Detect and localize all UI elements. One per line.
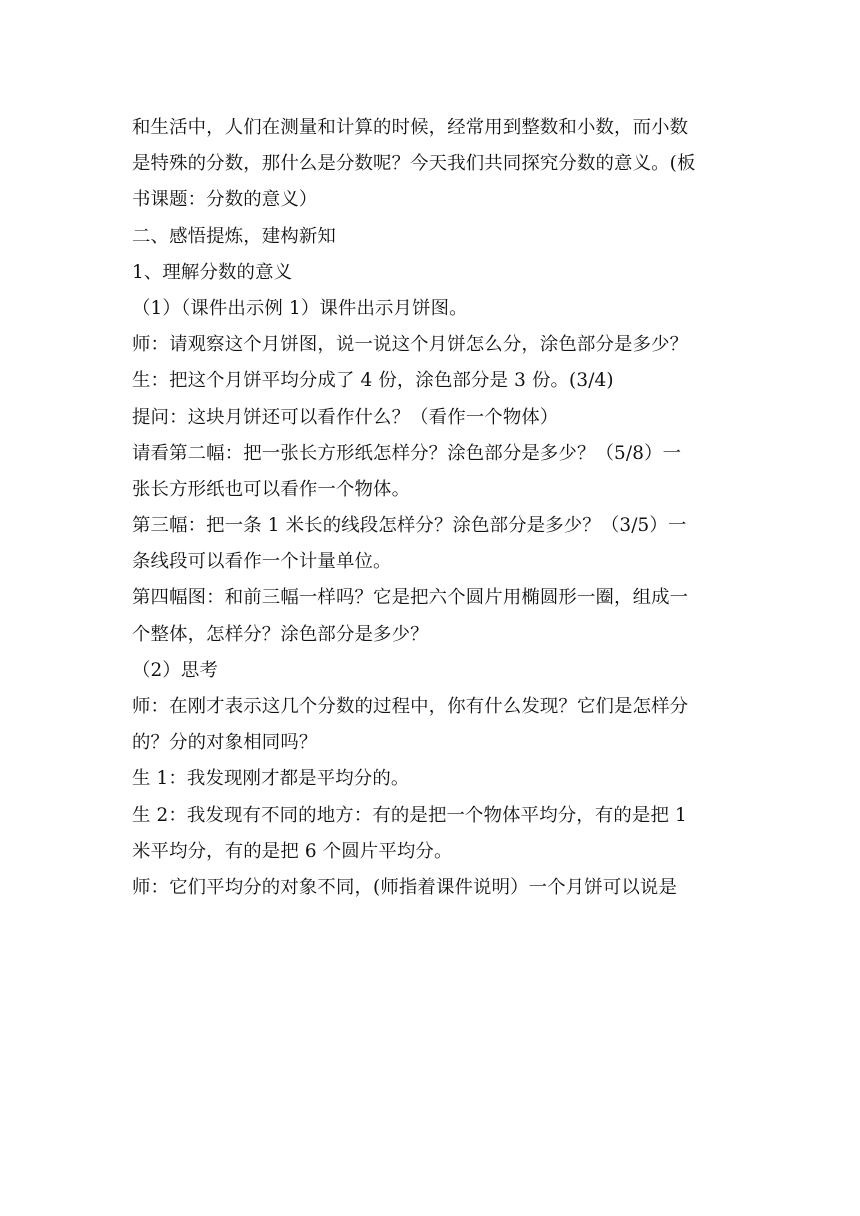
text-line: 师：它们平均分的对象不同，(师指着课件说明）一个月饼可以说是 [132,876,678,898]
text-line: 生 1：我发现刚才都是平均分的。 [132,768,410,790]
document-body [132,110,732,906]
subsection-heading: 1、理解分数的意义 [132,261,293,283]
text-line: 生 2：我发现有不同的地方：有的是把一个物体平均分，有的是把 1 [132,804,687,826]
text-line: 张长方形纸也可以看作一个物体。 [132,478,411,500]
text-line: 条线段可以看作一个计量单位。 [132,551,392,573]
section-heading: 二、感悟提炼，建构新知 [132,225,336,247]
text-line: 是特殊的分数，那什么是分数呢？今天我们共同探究分数的意义。(板 [132,153,696,175]
text-line: （2）思考 [132,659,219,681]
text-line: 第四幅图：和前三幅一样吗？它是把六个圆片用椭圆形一圈，组成一 [132,587,689,609]
text-line: 个整体，怎样分？涂色部分是多少？ [132,623,429,645]
text-line: 的？分的对象相同吗？ [132,732,318,754]
text-line: 和生活中，人们在测量和计算的时候，经常用到整数和小数，而小数 [132,117,689,138]
text-line: 书课题：分数的意义） [132,189,318,211]
text-line: 米平均分，有的是把 6 个圆片平均分。 [132,840,453,862]
text-line: 提问：这块月饼还可以看作什么？（看作一个物体） [132,406,559,428]
text-line: 生：把这个月饼平均分成了 4 份，涂色部分是 3 份。(3/4) [132,370,614,392]
text-line: 师：在刚才表示这几个分数的过程中，你有什么发现？它们是怎样分 [132,696,689,717]
text-line: （1）（课件出示例 1）课件出示月饼图。 [132,297,468,319]
text-line: 第三幅：把一条 1 米长的线段怎样分？涂色部分是多少？（3/5）一 [132,515,687,537]
text-line: 师：请观察这个月饼图，说一说这个月饼怎么分，涂色部分是多少？ [132,334,689,356]
text-line: 请看第二幅：把一张长方形纸怎样分？涂色部分是多少？（5/8）一 [132,442,682,464]
